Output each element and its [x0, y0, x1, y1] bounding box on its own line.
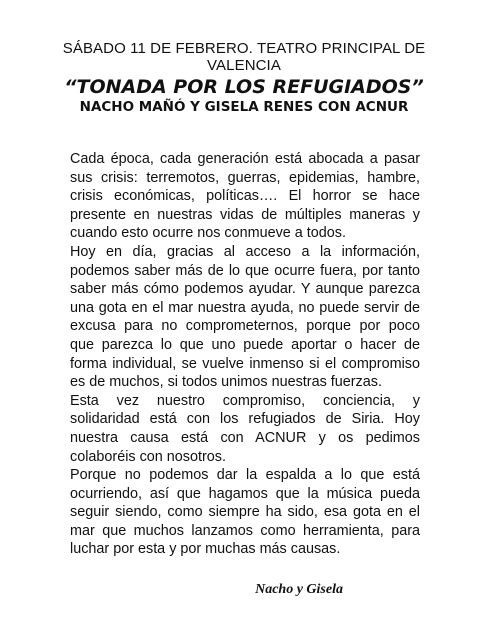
- event-subtitle: NACHO MAÑÓ Y GISELA RENES CON ACNUR: [79, 99, 409, 115]
- body-paragraph-4: Porque no podemos dar la espalda a lo que está ocurriendo, así que hagamos que la música pueda seguir siendo, como siempre ha sido, esa gota en el mar que muchos lanzamos como herramienta, para luchar por esta y por muchas más causas.: [70, 467, 420, 558]
- document-header: [40, 40, 448, 115]
- event-date-venue: SÁBADO 11 DE FEBRERO. TEATRO PRINCIPAL DE VALENCIA: [62, 40, 426, 74]
- body-paragraph-1: Cada época, cada generación está abocada a pasar sus crisis: terremotos, guerras, epidemias, hambre, crisis económicas, políticas…. El horror se hace presente en nuestras vidas de múltiples maneras y cuando esto ocurre nos conmueve a todos.: [70, 151, 420, 242]
- signature: Nacho y Gisela: [255, 582, 343, 597]
- event-title: “TONADA POR LOS REFUGIADOS”: [64, 76, 424, 98]
- body-paragraph-3: Esta vez nuestro compromiso, conciencia, y solidaridad está con los refugiados de Siria. Hoy nuestra causa está con ACNUR y os pedimos colaboréis con nosotros.: [70, 392, 420, 465]
- document-body: [70, 150, 420, 559]
- body-paragraph-2: Hoy en día, gracias al acceso a la información, podemos saber más de lo que ocurre fuera, por tanto saber más cómo podemos ayudar. Y aunque parezca una gota en el mar nuestra ayuda, no puede servir de excusa para no comprometernos, porque por poco que parezca lo que uno puede aportar o hacer de forma individual, se vuelve inmenso si el compromiso es de muchos, si todos unimos nuestras fuerzas.: [70, 243, 420, 391]
